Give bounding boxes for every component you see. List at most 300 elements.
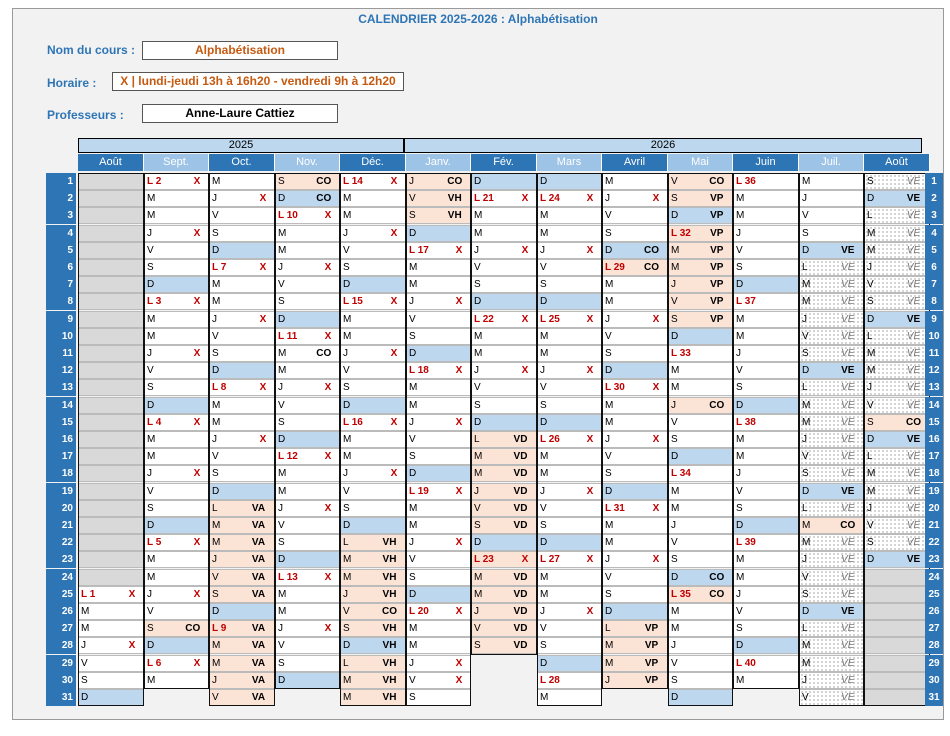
day-cell[interactable]	[209, 207, 275, 224]
day-cell[interactable]	[78, 345, 144, 362]
day-cell[interactable]	[275, 397, 340, 414]
day-cell[interactable]	[340, 465, 406, 482]
day-cell[interactable]	[471, 397, 537, 414]
day-cell[interactable]	[733, 483, 799, 500]
day-cell[interactable]	[733, 242, 799, 259]
teachers-value[interactable]: Anne-Laure Cattiez	[142, 104, 338, 123]
day-cell[interactable]	[799, 173, 864, 190]
day-cell[interactable]	[799, 534, 864, 551]
day-cell[interactable]	[340, 689, 406, 706]
day-cell[interactable]	[340, 586, 406, 603]
day-cell[interactable]	[275, 517, 340, 534]
day-cell[interactable]	[864, 225, 930, 242]
day-cell[interactable]	[406, 173, 471, 190]
day-cell[interactable]	[864, 534, 930, 551]
day-cell[interactable]	[733, 414, 799, 431]
day-cell[interactable]	[144, 328, 209, 345]
day-cell[interactable]	[602, 500, 668, 517]
day-cell[interactable]	[733, 328, 799, 345]
day-cell[interactable]	[340, 311, 406, 328]
day-cell[interactable]	[406, 225, 471, 242]
day-cell[interactable]	[864, 190, 930, 207]
day-cell[interactable]	[733, 534, 799, 551]
day-cell[interactable]	[602, 293, 668, 310]
day-cell[interactable]	[668, 293, 733, 310]
day-cell[interactable]	[144, 173, 209, 190]
day-cell[interactable]	[340, 362, 406, 379]
day-cell[interactable]	[144, 534, 209, 551]
day-cell[interactable]	[668, 672, 733, 689]
day-cell[interactable]	[78, 276, 144, 293]
day-cell[interactable]	[864, 586, 930, 603]
day-cell[interactable]	[864, 569, 930, 586]
day-cell[interactable]	[537, 483, 602, 500]
day-cell[interactable]	[144, 431, 209, 448]
day-cell[interactable]	[78, 586, 144, 603]
day-cell[interactable]	[668, 483, 733, 500]
day-cell[interactable]	[406, 362, 471, 379]
day-cell[interactable]	[799, 328, 864, 345]
day-cell[interactable]	[668, 569, 733, 586]
day-cell[interactable]	[537, 345, 602, 362]
day-cell[interactable]	[78, 551, 144, 568]
day-cell[interactable]	[668, 655, 733, 672]
day-cell[interactable]	[275, 311, 340, 328]
day-cell[interactable]	[602, 414, 668, 431]
day-cell[interactable]	[144, 259, 209, 276]
day-cell[interactable]	[537, 379, 602, 396]
day-cell[interactable]	[537, 362, 602, 379]
day-cell[interactable]	[799, 551, 864, 568]
day-cell[interactable]	[668, 190, 733, 207]
day-cell[interactable]	[668, 603, 733, 620]
day-cell[interactable]	[537, 655, 602, 672]
day-cell[interactable]	[406, 500, 471, 517]
day-cell[interactable]	[799, 207, 864, 224]
day-cell[interactable]	[668, 689, 733, 706]
day-cell[interactable]	[406, 637, 471, 654]
day-cell[interactable]	[471, 586, 537, 603]
day-cell[interactable]	[406, 534, 471, 551]
day-cell[interactable]	[78, 414, 144, 431]
day-cell[interactable]	[78, 293, 144, 310]
day-cell[interactable]	[78, 259, 144, 276]
day-cell[interactable]	[799, 276, 864, 293]
day-cell[interactable]	[340, 620, 406, 637]
day-cell[interactable]	[537, 465, 602, 482]
day-cell[interactable]	[864, 379, 930, 396]
day-cell[interactable]	[275, 276, 340, 293]
day-cell[interactable]	[406, 276, 471, 293]
day-cell[interactable]	[537, 637, 602, 654]
day-cell[interactable]	[275, 414, 340, 431]
day-cell[interactable]	[340, 328, 406, 345]
day-cell[interactable]	[471, 448, 537, 465]
day-cell[interactable]	[340, 259, 406, 276]
day-cell[interactable]	[537, 293, 602, 310]
day-cell[interactable]	[864, 448, 930, 465]
day-cell[interactable]	[275, 586, 340, 603]
day-cell[interactable]	[144, 465, 209, 482]
day-cell[interactable]	[144, 620, 209, 637]
day-cell[interactable]	[340, 225, 406, 242]
day-cell[interactable]	[406, 483, 471, 500]
day-cell[interactable]	[406, 586, 471, 603]
day-cell[interactable]	[602, 672, 668, 689]
day-cell[interactable]	[144, 311, 209, 328]
day-cell[interactable]	[537, 173, 602, 190]
day-cell[interactable]	[406, 207, 471, 224]
day-cell[interactable]	[209, 225, 275, 242]
day-cell[interactable]	[340, 397, 406, 414]
day-cell[interactable]	[406, 551, 471, 568]
day-cell[interactable]	[471, 276, 537, 293]
day-cell[interactable]	[799, 345, 864, 362]
day-cell[interactable]	[799, 225, 864, 242]
day-cell[interactable]	[340, 414, 406, 431]
day-cell[interactable]	[471, 328, 537, 345]
day-cell[interactable]	[799, 465, 864, 482]
day-cell[interactable]	[209, 397, 275, 414]
day-cell[interactable]	[668, 431, 733, 448]
day-cell[interactable]	[602, 379, 668, 396]
day-cell[interactable]	[78, 448, 144, 465]
day-cell[interactable]	[209, 276, 275, 293]
day-cell[interactable]	[668, 620, 733, 637]
day-cell[interactable]	[275, 465, 340, 482]
day-cell[interactable]	[406, 345, 471, 362]
day-cell[interactable]	[668, 448, 733, 465]
day-cell[interactable]	[733, 311, 799, 328]
day-cell[interactable]	[537, 311, 602, 328]
day-cell[interactable]	[78, 620, 144, 637]
day-cell[interactable]	[668, 328, 733, 345]
day-cell[interactable]	[864, 397, 930, 414]
day-cell[interactable]	[733, 397, 799, 414]
day-cell[interactable]	[144, 397, 209, 414]
day-cell[interactable]	[275, 207, 340, 224]
day-cell[interactable]	[78, 207, 144, 224]
day-cell[interactable]	[537, 207, 602, 224]
day-cell[interactable]	[471, 173, 537, 190]
day-cell[interactable]	[733, 276, 799, 293]
day-cell[interactable]	[340, 276, 406, 293]
day-cell[interactable]	[668, 517, 733, 534]
day-cell[interactable]	[864, 465, 930, 482]
day-cell[interactable]	[733, 603, 799, 620]
day-cell[interactable]	[340, 431, 406, 448]
day-cell[interactable]	[275, 620, 340, 637]
day-cell[interactable]	[406, 311, 471, 328]
day-cell[interactable]	[799, 431, 864, 448]
day-cell[interactable]	[471, 293, 537, 310]
day-cell[interactable]	[78, 655, 144, 672]
day-cell[interactable]	[733, 465, 799, 482]
day-cell[interactable]	[471, 517, 537, 534]
day-cell[interactable]	[668, 465, 733, 482]
day-cell[interactable]	[799, 655, 864, 672]
day-cell[interactable]	[144, 603, 209, 620]
day-cell[interactable]	[537, 225, 602, 242]
day-cell[interactable]	[209, 637, 275, 654]
day-cell[interactable]	[602, 603, 668, 620]
day-cell[interactable]	[209, 569, 275, 586]
day-cell[interactable]	[471, 465, 537, 482]
day-cell[interactable]	[602, 259, 668, 276]
day-cell[interactable]	[602, 345, 668, 362]
day-cell[interactable]	[733, 225, 799, 242]
day-cell[interactable]	[864, 259, 930, 276]
day-cell[interactable]	[537, 328, 602, 345]
day-cell[interactable]	[209, 448, 275, 465]
day-cell[interactable]	[471, 534, 537, 551]
day-cell[interactable]	[864, 551, 930, 568]
day-cell[interactable]	[668, 414, 733, 431]
day-cell[interactable]	[406, 328, 471, 345]
day-cell[interactable]	[799, 362, 864, 379]
day-cell[interactable]	[799, 483, 864, 500]
day-cell[interactable]	[537, 586, 602, 603]
day-cell[interactable]	[340, 655, 406, 672]
day-cell[interactable]	[799, 448, 864, 465]
day-cell[interactable]	[78, 637, 144, 654]
day-cell[interactable]	[537, 431, 602, 448]
day-cell[interactable]	[340, 483, 406, 500]
day-cell[interactable]	[144, 414, 209, 431]
day-cell[interactable]	[537, 242, 602, 259]
day-cell[interactable]	[668, 225, 733, 242]
day-cell[interactable]	[144, 362, 209, 379]
day-cell[interactable]	[406, 672, 471, 689]
day-cell[interactable]	[602, 328, 668, 345]
day-cell[interactable]	[864, 620, 930, 637]
day-cell[interactable]	[209, 500, 275, 517]
day-cell[interactable]	[537, 448, 602, 465]
day-cell[interactable]	[602, 483, 668, 500]
day-cell[interactable]	[668, 586, 733, 603]
day-cell[interactable]	[602, 620, 668, 637]
day-cell[interactable]	[78, 431, 144, 448]
day-cell[interactable]	[209, 672, 275, 689]
schedule-value[interactable]: X | lundi-jeudi 13h à 16h20 - vendredi 9h à 12h20	[112, 72, 404, 91]
day-cell[interactable]	[668, 551, 733, 568]
day-cell[interactable]	[209, 586, 275, 603]
day-cell[interactable]	[209, 534, 275, 551]
day-cell[interactable]	[209, 603, 275, 620]
day-cell[interactable]	[406, 465, 471, 482]
day-cell[interactable]	[471, 225, 537, 242]
day-cell[interactable]	[275, 448, 340, 465]
day-cell[interactable]	[602, 551, 668, 568]
day-cell[interactable]	[406, 569, 471, 586]
day-cell[interactable]	[668, 242, 733, 259]
day-cell[interactable]	[799, 603, 864, 620]
day-cell[interactable]	[78, 362, 144, 379]
day-cell[interactable]	[537, 534, 602, 551]
day-cell[interactable]	[275, 190, 340, 207]
day-cell[interactable]	[733, 293, 799, 310]
day-cell[interactable]	[209, 414, 275, 431]
day-cell[interactable]	[471, 207, 537, 224]
day-cell[interactable]	[78, 328, 144, 345]
day-cell[interactable]	[733, 345, 799, 362]
day-cell[interactable]	[864, 328, 930, 345]
day-cell[interactable]	[733, 379, 799, 396]
day-cell[interactable]	[864, 173, 930, 190]
day-cell[interactable]	[144, 190, 209, 207]
day-cell[interactable]	[733, 551, 799, 568]
day-cell[interactable]	[78, 483, 144, 500]
day-cell[interactable]	[537, 603, 602, 620]
course-name-value[interactable]: Alphabétisation	[142, 41, 338, 60]
day-cell[interactable]	[602, 534, 668, 551]
day-cell[interactable]	[602, 397, 668, 414]
day-cell[interactable]	[340, 190, 406, 207]
day-cell[interactable]	[340, 293, 406, 310]
day-cell[interactable]	[668, 637, 733, 654]
day-cell[interactable]	[275, 672, 340, 689]
day-cell[interactable]	[144, 379, 209, 396]
day-cell[interactable]	[799, 414, 864, 431]
day-cell[interactable]	[733, 672, 799, 689]
day-cell[interactable]	[602, 362, 668, 379]
day-cell[interactable]	[340, 379, 406, 396]
day-cell[interactable]	[78, 534, 144, 551]
day-cell[interactable]	[864, 362, 930, 379]
day-cell[interactable]	[799, 379, 864, 396]
day-cell[interactable]	[144, 637, 209, 654]
day-cell[interactable]	[602, 517, 668, 534]
day-cell[interactable]	[864, 689, 930, 706]
day-cell[interactable]	[799, 586, 864, 603]
day-cell[interactable]	[275, 483, 340, 500]
day-cell[interactable]	[275, 362, 340, 379]
day-cell[interactable]	[78, 242, 144, 259]
day-cell[interactable]	[209, 689, 275, 706]
day-cell[interactable]	[471, 500, 537, 517]
day-cell[interactable]	[799, 259, 864, 276]
day-cell[interactable]	[144, 586, 209, 603]
day-cell[interactable]	[144, 500, 209, 517]
day-cell[interactable]	[733, 655, 799, 672]
day-cell[interactable]	[406, 620, 471, 637]
day-cell[interactable]	[340, 448, 406, 465]
day-cell[interactable]	[78, 397, 144, 414]
day-cell[interactable]	[471, 603, 537, 620]
day-cell[interactable]	[537, 276, 602, 293]
day-cell[interactable]	[537, 500, 602, 517]
day-cell[interactable]	[78, 689, 144, 706]
day-cell[interactable]	[406, 379, 471, 396]
day-cell[interactable]	[340, 173, 406, 190]
day-cell[interactable]	[78, 500, 144, 517]
day-cell[interactable]	[602, 276, 668, 293]
day-cell[interactable]	[668, 345, 733, 362]
day-cell[interactable]	[602, 225, 668, 242]
day-cell[interactable]	[275, 225, 340, 242]
day-cell[interactable]	[668, 173, 733, 190]
day-cell[interactable]	[733, 448, 799, 465]
day-cell[interactable]	[144, 242, 209, 259]
day-cell[interactable]	[275, 431, 340, 448]
day-cell[interactable]	[406, 397, 471, 414]
day-cell[interactable]	[144, 293, 209, 310]
day-cell[interactable]	[864, 517, 930, 534]
day-cell[interactable]	[340, 637, 406, 654]
day-cell[interactable]	[668, 397, 733, 414]
day-cell[interactable]	[406, 414, 471, 431]
day-cell[interactable]	[340, 672, 406, 689]
day-cell[interactable]	[799, 689, 864, 706]
day-cell[interactable]	[275, 293, 340, 310]
day-cell[interactable]	[209, 242, 275, 259]
day-cell[interactable]	[799, 517, 864, 534]
day-cell[interactable]	[668, 500, 733, 517]
day-cell[interactable]	[537, 569, 602, 586]
day-cell[interactable]	[602, 207, 668, 224]
day-cell[interactable]	[471, 362, 537, 379]
day-cell[interactable]	[799, 500, 864, 517]
day-cell[interactable]	[144, 569, 209, 586]
day-cell[interactable]	[275, 345, 340, 362]
day-cell[interactable]	[209, 311, 275, 328]
day-cell[interactable]	[733, 620, 799, 637]
day-cell[interactable]	[340, 517, 406, 534]
day-cell[interactable]	[209, 328, 275, 345]
day-cell[interactable]	[864, 311, 930, 328]
day-cell[interactable]	[471, 620, 537, 637]
day-cell[interactable]	[209, 551, 275, 568]
day-cell[interactable]	[864, 242, 930, 259]
day-cell[interactable]	[799, 569, 864, 586]
day-cell[interactable]	[340, 569, 406, 586]
day-cell[interactable]	[864, 637, 930, 654]
day-cell[interactable]	[340, 500, 406, 517]
day-cell[interactable]	[144, 225, 209, 242]
day-cell[interactable]	[209, 620, 275, 637]
day-cell[interactable]	[471, 431, 537, 448]
day-cell[interactable]	[275, 655, 340, 672]
day-cell[interactable]	[537, 672, 602, 689]
day-cell[interactable]	[537, 517, 602, 534]
day-cell[interactable]	[275, 569, 340, 586]
day-cell[interactable]	[144, 517, 209, 534]
day-cell[interactable]	[799, 293, 864, 310]
day-cell[interactable]	[864, 431, 930, 448]
day-cell[interactable]	[799, 190, 864, 207]
day-cell[interactable]	[406, 603, 471, 620]
day-cell[interactable]	[864, 603, 930, 620]
day-cell[interactable]	[471, 259, 537, 276]
day-cell[interactable]	[602, 655, 668, 672]
day-cell[interactable]	[799, 311, 864, 328]
day-cell[interactable]	[78, 173, 144, 190]
day-cell[interactable]	[471, 637, 537, 654]
day-cell[interactable]	[406, 190, 471, 207]
day-cell[interactable]	[340, 534, 406, 551]
day-cell[interactable]	[340, 551, 406, 568]
day-cell[interactable]	[275, 551, 340, 568]
day-cell[interactable]	[471, 569, 537, 586]
day-cell[interactable]	[209, 379, 275, 396]
day-cell[interactable]	[406, 689, 471, 706]
day-cell[interactable]	[209, 362, 275, 379]
day-cell[interactable]	[602, 465, 668, 482]
day-cell[interactable]	[602, 637, 668, 654]
day-cell[interactable]	[406, 517, 471, 534]
day-cell[interactable]	[78, 225, 144, 242]
day-cell[interactable]	[78, 379, 144, 396]
